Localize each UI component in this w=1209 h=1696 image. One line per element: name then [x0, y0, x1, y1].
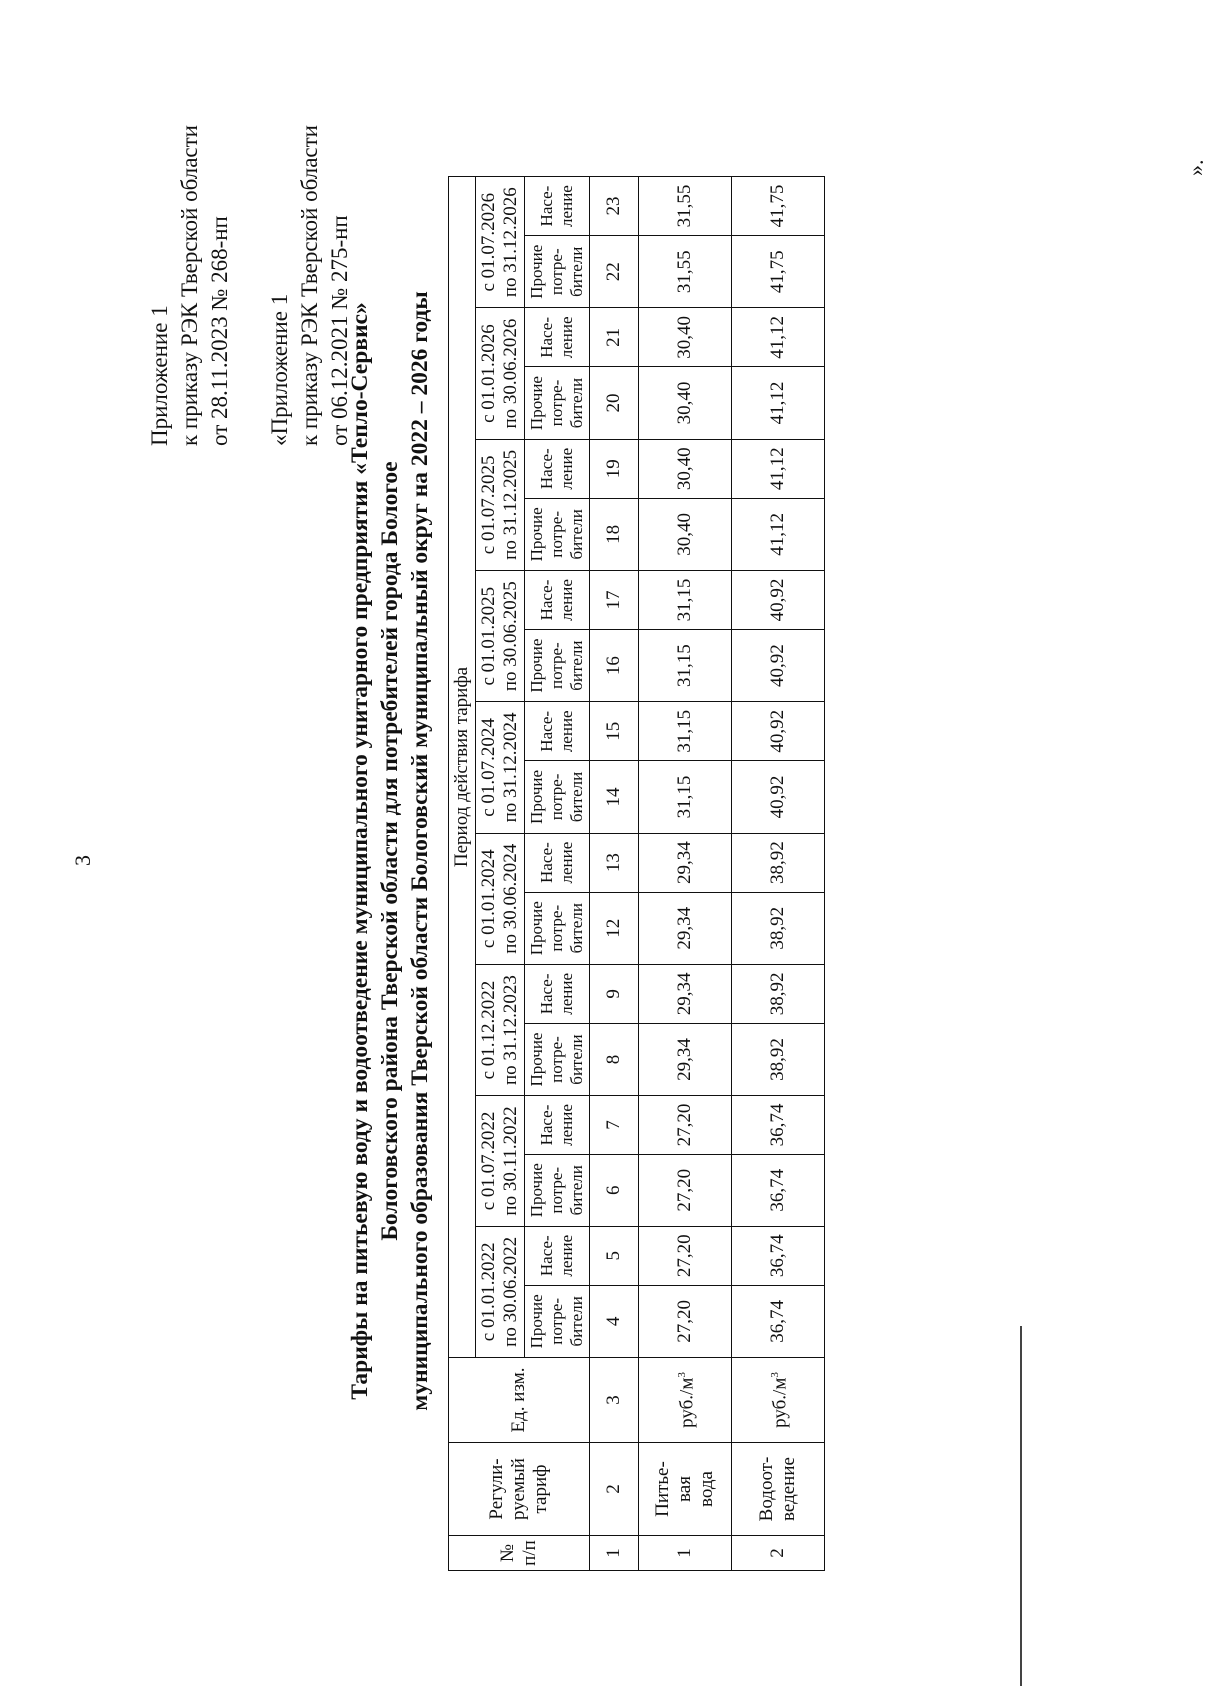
cell-text-line: ление [557, 316, 576, 359]
cell-text-line: бители [567, 1165, 586, 1216]
subheader-other-consumers [525, 236, 590, 308]
subheader-population [525, 571, 590, 630]
table-row [639, 177, 732, 1571]
cell-text-line: Питье- [652, 1461, 673, 1517]
column-number-cell: 19 [590, 439, 639, 498]
header-unit: Ед. изм. [449, 1358, 590, 1443]
column-number-cell: 1 [590, 1536, 639, 1571]
cell-text-line: потре- [547, 248, 566, 296]
cell-text-line: ление [557, 447, 576, 490]
subheader-population [525, 308, 590, 367]
row-unit [732, 1358, 825, 1443]
cell-text-line: Насе- [537, 317, 556, 358]
closing-quote: ». [1183, 159, 1208, 176]
tariff-value-cell: 27,20 [639, 1285, 732, 1357]
tariff-value-cell: 27,20 [639, 1154, 732, 1226]
cell-text-line: с 01.07.2022 [478, 1111, 499, 1211]
unit-text: руб./м [769, 1377, 791, 1428]
cell-text-line: потре- [547, 379, 566, 427]
header-row-number: № п/п [449, 1536, 590, 1571]
unit-superscript: 3 [676, 1372, 689, 1378]
column-number-cell: 6 [590, 1154, 639, 1226]
cell-text-line: с 01.01.2026 [478, 324, 499, 423]
annex-header-line: к приказу РЭК Тверской области [177, 125, 202, 446]
period-header-cell [476, 833, 525, 964]
document-title [345, 151, 435, 1551]
cell-text-line: Прочие [527, 1294, 546, 1349]
column-number-cell: 3 [590, 1358, 639, 1443]
subheader-other-consumers [525, 1023, 590, 1095]
tariff-value-cell: 31,55 [639, 236, 732, 308]
row-tariff-name [639, 1443, 732, 1536]
cell-text-line: Прочие [527, 1163, 546, 1218]
cell-text-line: Насе- [537, 448, 556, 490]
column-number-cell: 20 [590, 367, 639, 439]
column-number-cell: 12 [590, 892, 639, 964]
tariff-value-cell: 31,15 [639, 702, 732, 761]
table-row [732, 177, 825, 1571]
cell-text-line: по 31.12.2023 [500, 975, 521, 1085]
scan-artifact-line [1020, 1326, 1022, 1686]
cell-text-line: Насе- [537, 1235, 556, 1277]
tariff-value-cell: 41,75 [732, 177, 825, 236]
tariff-value-cell: 40,92 [732, 571, 825, 630]
subheader-population [525, 439, 590, 498]
subheader-population [525, 177, 590, 236]
tariff-value-cell: 41,12 [732, 439, 825, 498]
page-number: 3 [70, 855, 95, 866]
period-header-cell [476, 1226, 525, 1357]
tariff-value-cell: 31,15 [639, 629, 732, 701]
cell-text-line: бители [567, 903, 586, 954]
tariff-value-cell: 27,20 [639, 1096, 732, 1155]
cell-text-line: вая [674, 1476, 695, 1502]
column-number-cell: 4 [590, 1285, 639, 1357]
cell-text-line: потре- [547, 1036, 566, 1083]
cell-text-line: ление [557, 579, 576, 621]
cell-text-line: по 30.06.2024 [500, 843, 521, 954]
tariff-value-cell: 40,92 [732, 702, 825, 761]
cell-text-line: по 31.12.2026 [500, 187, 521, 298]
cell-text-line: Прочие [527, 901, 546, 956]
cell-text-line: с 01.07.2025 [478, 455, 499, 555]
cell-text-line: по 31.12.2024 [500, 712, 521, 823]
cell-text-line: Прочие [527, 1032, 546, 1087]
cell-text-line: Насе- [537, 710, 556, 752]
column-number-cell: 9 [590, 964, 639, 1023]
column-number-cell: 17 [590, 571, 639, 630]
column-number-cell: 14 [590, 761, 639, 833]
row-tariff-name [732, 1443, 825, 1536]
cell-text-line: с 01.01.2022 [478, 1242, 499, 1342]
tariff-value-cell: 30,40 [639, 367, 732, 439]
cell-text-line: потре- [547, 1297, 566, 1345]
annex-header [145, 125, 355, 446]
cell-text-line: с 01.01.2025 [478, 586, 499, 686]
annex-header-line: к приказу РЭК Тверской области [297, 125, 322, 446]
tariff-value-cell: 36,74 [732, 1096, 825, 1155]
cell-text-line: потре- [547, 642, 566, 689]
period-header-cell [476, 964, 525, 1095]
cell-text-line: с 01.07.2024 [478, 718, 499, 817]
column-number-cell: 23 [590, 177, 639, 236]
cell-text-line: по 30.06.2026 [500, 318, 521, 429]
row-unit [639, 1358, 732, 1443]
column-number-cell: 2 [590, 1443, 639, 1536]
tariff-value-cell: 31,55 [639, 177, 732, 236]
subheader-other-consumers [525, 498, 590, 570]
tariff-value-cell: 29,34 [639, 833, 732, 892]
period-header-cell [476, 1096, 525, 1227]
cell-text-line: по 31.12.2025 [500, 449, 521, 560]
cell-text-line: Прочие [527, 769, 546, 824]
cell-text-line: Прочие [527, 638, 546, 693]
cell-text-line: потре- [547, 773, 566, 821]
cell-text-line: Насе- [537, 185, 556, 227]
tariff-value-cell: 29,34 [639, 892, 732, 964]
subheader-other-consumers [525, 1154, 590, 1226]
cell-text-line: ведение [778, 1457, 799, 1521]
cell-text-line: ление [557, 185, 576, 227]
tariff-value-cell: 41,12 [732, 498, 825, 570]
cell-text-line: с 01.01.2024 [478, 849, 499, 949]
column-number-cell: 16 [590, 629, 639, 701]
cell-text-line: по 30.06.2022 [500, 1236, 521, 1347]
cell-text-line: ление [557, 710, 576, 753]
tariff-value-cell: 38,92 [732, 1023, 825, 1095]
cell-text-line: бители [567, 640, 586, 691]
tariff-value-cell: 29,34 [639, 1023, 732, 1095]
subheader-other-consumers [525, 892, 590, 964]
column-number-cell: 15 [590, 702, 639, 761]
subheader-population [525, 833, 590, 892]
tariff-value-cell: 36,74 [732, 1285, 825, 1357]
cell-text-line: ление [557, 1104, 576, 1146]
title-line: Тарифы на питьевую воду и водоотведение муниципального унитарного предприятия «Тепло-Сервис» [347, 302, 373, 1400]
tariff-value-cell: 40,92 [732, 761, 825, 833]
period-header-cell [476, 308, 525, 439]
annex-header-line: от 28.11.2023 № 268-нп [207, 216, 232, 446]
cell-text-line: с 01.07.2026 [478, 192, 499, 292]
column-number-cell: 8 [590, 1023, 639, 1095]
subheader-population [525, 702, 590, 761]
cell-text-line: Насе- [537, 973, 556, 1015]
row-number: 1 [639, 1536, 732, 1571]
subheader-other-consumers [525, 367, 590, 439]
cell-text-line: бители [567, 1034, 586, 1085]
title-line: муниципального образования Тверской области Бологовский муниципальный округ на 2022 – 2026 годы [407, 291, 433, 1411]
subheader-population [525, 1096, 590, 1155]
cell-text-line: с 01.12.2022 [478, 980, 499, 1080]
tariff-value-cell: 41,12 [732, 367, 825, 439]
cell-text-line: Водоот- [756, 1456, 777, 1522]
cell-text-line: бители [567, 377, 586, 429]
tariff-value-cell: 27,20 [639, 1226, 732, 1285]
tariff-value-cell: 38,92 [732, 833, 825, 892]
cell-text-line: по 30.06.2025 [500, 581, 521, 692]
tariff-value-cell: 38,92 [732, 892, 825, 964]
subheader-population [525, 964, 590, 1023]
tariff-value-cell: 30,40 [639, 498, 732, 570]
subheader-other-consumers [525, 761, 590, 833]
tariff-value-cell: 31,15 [639, 571, 732, 630]
cell-text-line: Насе- [537, 579, 556, 621]
cell-text-line: бители [567, 246, 586, 297]
period-header-cell [476, 702, 525, 833]
column-number-cell: 21 [590, 308, 639, 367]
cell-text-line: потре- [547, 510, 566, 558]
unit-superscript: 3 [769, 1372, 782, 1378]
cell-text-line: Прочие [527, 244, 546, 299]
cell-text-line: вода [696, 1471, 717, 1507]
tariff-value-cell: 31,15 [639, 761, 732, 833]
tariff-value-cell: 30,40 [639, 308, 732, 367]
period-header-cell [476, 439, 525, 570]
cell-text-line: потре- [547, 904, 566, 952]
cell-text-line: бители [567, 509, 586, 560]
header-regulated-tariff: Регули-руемый тариф [449, 1443, 590, 1536]
unit-text: руб./м [676, 1377, 698, 1428]
subheader-other-consumers [525, 1285, 590, 1357]
annex-header-line: Приложение 1 [147, 305, 172, 446]
cell-text-line: Насе- [537, 842, 556, 883]
tariff-value-cell: 30,40 [639, 439, 732, 498]
annex-header-line: от 06.12.2021 № 275-нп [327, 215, 352, 446]
column-number-cell: 5 [590, 1226, 639, 1285]
tariff-value-cell: 36,74 [732, 1226, 825, 1285]
tariff-table [448, 176, 825, 1571]
cell-text-line: ление [557, 972, 576, 1015]
annex-header-line: «Приложение 1 [267, 293, 292, 446]
tariff-value-cell: 41,12 [732, 308, 825, 367]
cell-text-line: Насе- [537, 1104, 556, 1146]
row-number: 2 [732, 1536, 825, 1571]
title-line: Бологовского района Тверской области для потребителей города Бологое [377, 461, 403, 1241]
period-header-cell [476, 177, 525, 308]
cell-text-line: бители [567, 1296, 586, 1347]
header-tariff-period: Период действия тарифа [449, 177, 476, 1358]
cell-text-line: ление [557, 1234, 576, 1277]
cell-text-line: потре- [547, 1166, 566, 1214]
tariff-value-cell: 40,92 [732, 629, 825, 701]
cell-text-line: Прочие [527, 507, 546, 562]
cell-text-line: по 30.11.2022 [500, 1106, 521, 1216]
subheader-population [525, 1226, 590, 1285]
cell-text-line: ление [557, 841, 576, 884]
column-number-cell: 18 [590, 498, 639, 570]
tariff-value-cell: 38,92 [732, 964, 825, 1023]
column-number-cell: 13 [590, 833, 639, 892]
subheader-other-consumers [525, 629, 590, 701]
cell-text-line: бители [567, 771, 586, 823]
column-number-cell: 22 [590, 236, 639, 308]
tariff-value-cell: 29,34 [639, 964, 732, 1023]
column-number-cell: 7 [590, 1096, 639, 1155]
period-header-cell [476, 571, 525, 702]
tariff-value-cell: 41,75 [732, 236, 825, 308]
cell-text-line: Прочие [527, 376, 546, 431]
tariff-value-cell: 36,74 [732, 1154, 825, 1226]
